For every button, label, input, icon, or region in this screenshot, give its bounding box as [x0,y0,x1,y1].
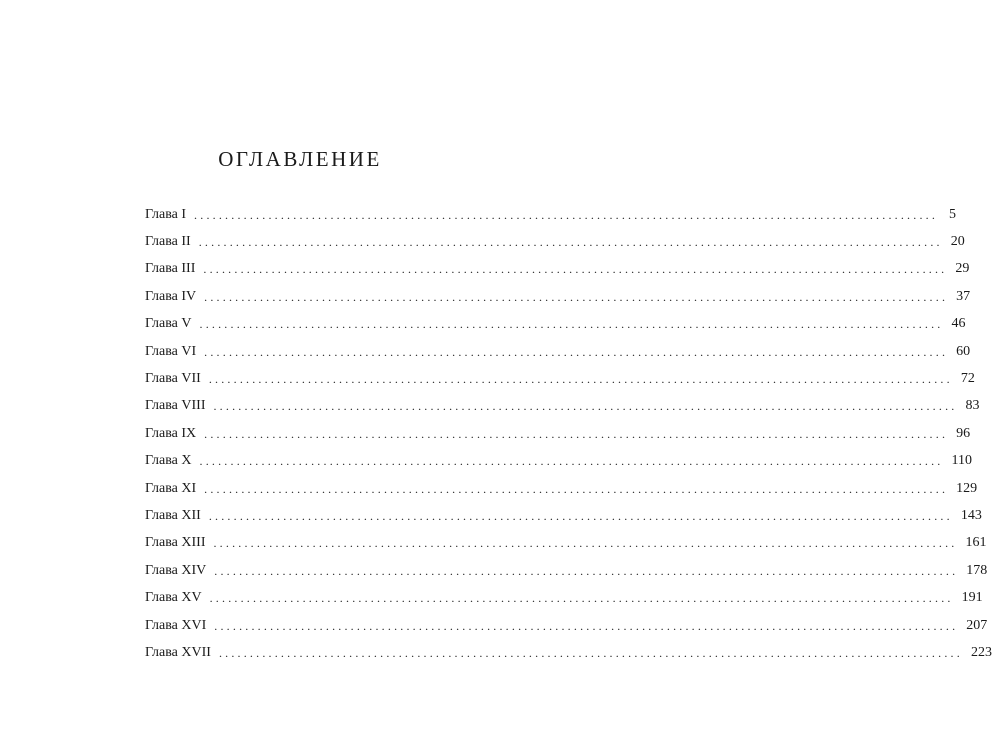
toc-entry-label: Глава IV [145,288,197,304]
toc-entry-label: Глава XII [145,507,201,523]
toc-entry[interactable] [145,475,978,502]
toc-entry[interactable] [145,365,975,392]
toc-entry[interactable] [145,283,971,310]
toc-entry[interactable] [145,584,983,611]
toc-entry-page-number: 60 [956,343,971,359]
dot-leader: ........................................................................................................................ [204,289,949,304]
toc-entry[interactable] [145,393,980,420]
toc-entry[interactable] [145,311,966,338]
toc-entry-page-number: 110 [951,453,972,469]
dot-leader: ........................................................................................................................ [208,372,953,387]
dot-leader: ........................................................................................................................ [208,508,953,523]
dot-leader: ........................................................................................................................ [204,481,949,496]
toc-entry-page-number: 191 [961,590,983,606]
toc-entry-page-number: 129 [956,480,978,496]
toc-entry-page-number: 37 [956,288,971,304]
toc-entry[interactable] [145,639,992,666]
toc-entry-label: Глава IX [145,425,197,441]
toc-entry-page-number: 5 [949,206,957,222]
toc-entry[interactable] [145,201,957,228]
toc-entry-label: Глава VII [145,371,201,387]
toc-entry[interactable] [145,502,982,529]
dot-leader: ........................................................................................................................ [213,536,958,551]
dot-leader: ........................................................................................................................ [204,426,949,441]
dot-leader: ........................................................................................................................ [203,262,948,277]
dot-leader: ........................................................................................................................ [204,344,949,359]
toc-entry-label: Глава X [145,453,192,469]
toc-entry-label: Глава V [145,316,192,332]
toc-entry-label: Глава II [145,234,191,250]
toc-entry[interactable] [145,228,965,255]
toc-entry-page-number: 143 [960,507,982,523]
dot-leader: ........................................................................................................................ [214,618,959,633]
toc-entry-page-number: 83 [965,398,980,414]
toc-entry[interactable] [145,256,970,283]
toc-entry-page-number: 161 [965,535,987,551]
toc-entry-page-number: 207 [966,617,988,633]
dot-leader: ........................................................................................................................ [198,235,943,250]
toc-entry-label: Глава I [145,206,187,222]
toc-entry-page-number: 20 [950,234,965,250]
toc-entry-page-number: 223 [970,644,992,660]
toc-entry-label: Глава XVI [145,617,207,633]
toc-entry-label: Глава XIII [145,535,206,551]
toc-entry-page-number: 29 [955,261,970,277]
dot-leader: ........................................................................................................................ [199,454,944,469]
toc-entry[interactable] [145,448,972,475]
toc-entry-label: Глава III [145,261,196,277]
dot-leader: ........................................................................................................................ [199,317,944,332]
dot-leader: ........................................................................................................................ [209,591,954,606]
toc-entry-page-number: 46 [951,316,966,332]
toc-entry-page-number: 96 [956,425,971,441]
dot-leader: ........................................................................................................................ [218,645,963,660]
toc-entry-label: Глава XIV [145,562,207,578]
toc-entry-label: Глава XI [145,480,197,496]
toc-entry[interactable] [145,420,971,447]
toc-entry[interactable] [145,530,987,557]
dot-leader: ........................................................................................................................ [214,563,959,578]
toc-entry-label: Глава XV [145,590,202,606]
dot-leader: ........................................................................................................................ [194,207,939,222]
toc-entry-page-number: 178 [966,562,988,578]
dot-leader: ........................................................................................................................ [213,399,958,414]
toc-entry-label: Глава XVII [145,644,211,660]
toc-entry[interactable] [145,612,988,639]
toc-entry-page-number: 72 [960,371,975,387]
page-title: ОГЛАВЛЕНИЕ [218,147,382,171]
toc-entry-label: Глава VI [145,343,197,359]
table-of-contents [145,201,992,667]
toc-entry[interactable] [145,557,988,584]
toc-entry[interactable] [145,338,971,365]
toc-entry-label: Глава VIII [145,398,206,414]
